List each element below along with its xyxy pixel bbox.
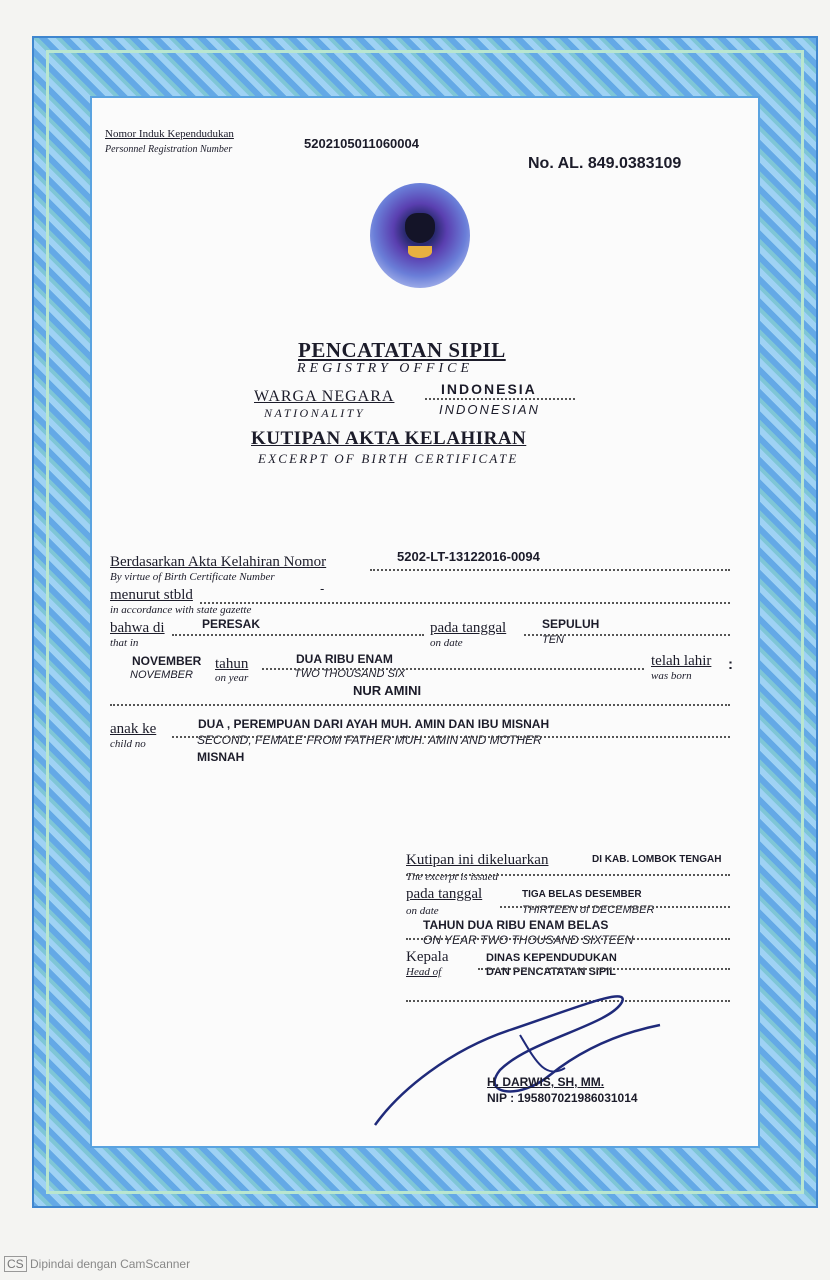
child-info-en-line1: SECOND, FEMALE FROM FATHER MUH. AMIN AND MOTHER [197, 733, 542, 747]
head-label-id: Kepala [406, 949, 449, 965]
nik-label-id: Nomor Induk Kependudukan [105, 128, 234, 140]
issue-date-label-en: on date [406, 905, 439, 917]
child-info-id: DUA , PEREMPUAN DARI AYAH MUH. AMIN DAN IBU MISNAH [198, 717, 550, 731]
issue-date-label-id: pada tanggal [406, 886, 483, 902]
year-dots [262, 668, 644, 670]
date-label-en: on date [430, 637, 463, 649]
signatory-name: H. DARWIS, SH, MM. [487, 1075, 605, 1089]
day-en: TEN [542, 634, 564, 646]
nationality-value-en: INDONESIAN [439, 402, 540, 417]
nationality-label-id: WARGA NEGARA [254, 388, 395, 405]
child-dots [172, 736, 730, 738]
child-label-id: anak ke [110, 721, 157, 737]
date-dots [524, 634, 730, 636]
stbld-label-en: in accordance with state gazette [110, 604, 252, 616]
nik-label-en: Personnel Registration Number [105, 144, 233, 155]
month-id: NOVEMBER [132, 654, 202, 668]
handwritten-signature [360, 980, 680, 1130]
doc-title-id: KUTIPAN AKTA KELAHIRAN [251, 428, 527, 449]
head-label-en: Head of [406, 966, 442, 978]
serial-number: No. AL. 849.0383109 [528, 155, 682, 172]
doc-title-en: EXCERPT OF BIRTH CERTIFICATE [258, 451, 519, 466]
signatory-nip: NIP : 195807021986031014 [487, 1091, 638, 1105]
office-title-id: PENCATATAN SIPIL [298, 338, 506, 362]
issue-date-id: TIGA BELAS DESEMBER [522, 889, 642, 900]
year-id: DUA RIBU ENAM [296, 652, 393, 666]
place-value: PERESAK [202, 617, 261, 631]
born-label-id: telah lahir [651, 653, 712, 669]
child-name: NUR AMINI [353, 683, 422, 698]
nationality-dotted-line [425, 398, 575, 400]
issued-dots [406, 874, 730, 876]
date-label-id: pada tanggal [430, 620, 507, 636]
nationality-label-en: NATIONALITY [264, 406, 366, 420]
nik-value: 5202105011060004 [304, 136, 419, 151]
camscanner-text: Dipindai dengan CamScanner [30, 1257, 191, 1271]
place-dots [172, 634, 424, 636]
cert-number-label-id: Berdasarkan Akta Kelahiran Nomor [110, 554, 327, 570]
cert-number-dots [370, 569, 730, 571]
name-dots [110, 704, 730, 706]
month-en: NOVEMBER [130, 669, 193, 681]
stbld-value: - [320, 581, 325, 596]
head-line1: DINAS KEPENDUDUKAN [486, 952, 617, 964]
year-label-en: on year [215, 672, 249, 684]
issued-place: DI KAB. LOMBOK TENGAH [592, 854, 722, 865]
head-line2: DAN PENCATATAN SIPIL [486, 966, 616, 978]
garuda-icon [405, 213, 435, 243]
issue-date-en: THIRTEEN of DECEMBER [522, 904, 655, 916]
garuda-hologram-seal [370, 183, 470, 288]
office-title-en: REGISTRY OFFICE [297, 361, 474, 376]
cert-number-label-en: By virtue of Birth Certificate Number [110, 571, 275, 583]
stbld-dots [200, 602, 730, 604]
day-id: SEPULUH [542, 617, 600, 631]
issued-label-id: Kutipan ini dikeluarkan [406, 852, 549, 868]
shield-icon [408, 246, 432, 258]
head-dots [478, 968, 730, 970]
issue-year-id: TAHUN DUA RIBU ENAM BELAS [423, 918, 609, 932]
issue-date-dots [500, 906, 730, 908]
year-en: TWO THOUSAND SIX [294, 668, 406, 680]
stbld-label-id: menurut stbld [110, 587, 193, 603]
place-label-id: bahwa di [110, 620, 165, 636]
place-label-en: that in [110, 637, 139, 649]
issue-year-en: ON YEAR TWO THOUSAND SIXTEEN [423, 933, 634, 947]
issue-year-dots [406, 938, 730, 940]
issued-label-en: The excerpt is issued [406, 871, 498, 883]
camscanner-logo-icon: CS [4, 1256, 27, 1272]
born-label-en: was born [651, 670, 692, 682]
born-colon: : [728, 656, 733, 673]
year-label-id: tahun [215, 656, 249, 672]
nationality-value-id: INDONESIA [441, 381, 537, 397]
child-info-en-line2: MISNAH [197, 750, 245, 764]
cert-number-value: 5202-LT-13122016-0094 [397, 549, 540, 564]
child-label-en: child no [110, 738, 146, 750]
